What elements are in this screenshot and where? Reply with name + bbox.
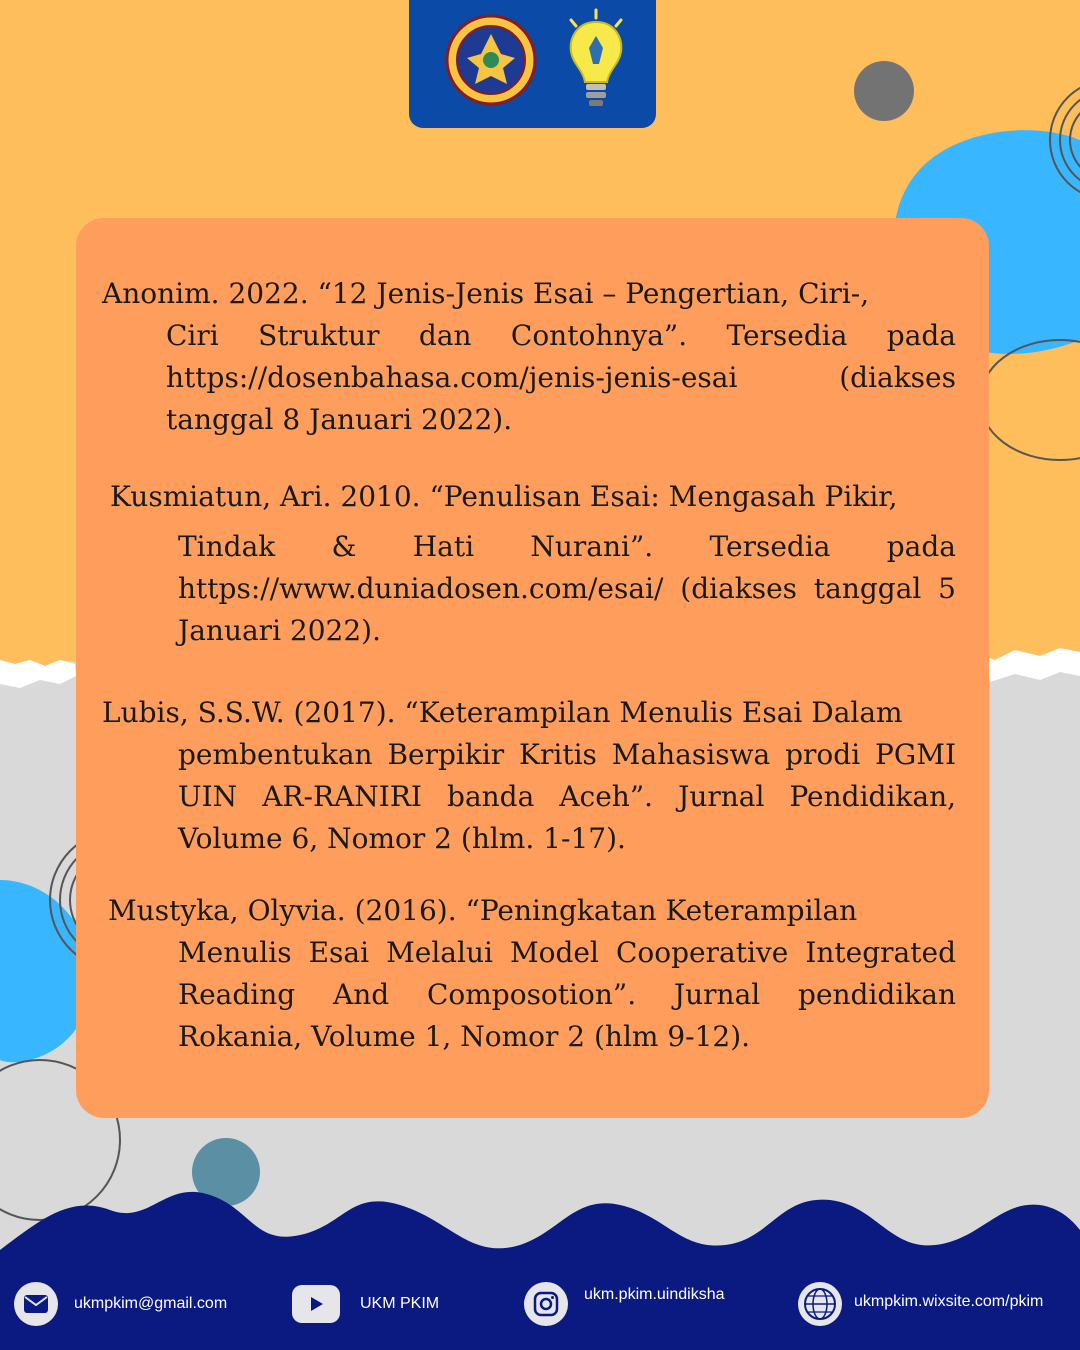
globe-icon [798, 1282, 842, 1326]
instagram-icon [524, 1282, 568, 1326]
reference-2 [110, 476, 956, 652]
footer-instagram[interactable] [524, 1282, 725, 1326]
footer-youtube[interactable] [292, 1285, 439, 1323]
reference-first-line: Lubis, S.S.W. (2017). “Keterampilan Menulis Esai Dalam [102, 696, 903, 729]
website-url: ukmpkim.wixsite.com/pkim [854, 1293, 1044, 1310]
reference-first-line: Kusmiatun, Ari. 2010. “Penulisan Esai: Mengasah Pikir, [110, 480, 898, 513]
university-emblem-icon [445, 14, 537, 106]
youtube-channel: UKM PKIM [360, 1295, 440, 1312]
lightbulb-icon [561, 8, 631, 112]
mail-icon [14, 1282, 58, 1326]
logo-header [409, 0, 656, 128]
reference-continuation: Menulis Esai Melalui Model Cooperative Integrated Reading And Composotion”. Jurnal pendidikan Rokania, Volume 1, Nomor 2 (hlm 9-12). [178, 936, 956, 1053]
reference-continuation: Tindak & Hati Nurani”. Tersedia pada https://www.duniadosen.com/esai/ (diakses tanggal 5 Januari 2022). [178, 530, 956, 647]
email-address: ukmpkim@gmail.com [74, 1295, 228, 1312]
reference-first-line: Mustyka, Olyvia. (2016). “Peningkatan Keterampilan [108, 894, 858, 927]
youtube-icon [292, 1285, 340, 1323]
reference-4 [108, 890, 956, 1058]
reference-1 [102, 273, 956, 441]
reference-first-line: Anonim. 2022. “12 Jenis-Jenis Esai – Pengertian, Ciri-, [102, 277, 870, 310]
instagram-handle: ukm.pkim.uindiksha [584, 1286, 725, 1303]
footer-email[interactable] [14, 1282, 227, 1326]
reference-continuation: pembentukan Berpikir Kritis Mahasiswa prodi PGMI UIN AR-RANIRI banda Aceh”. Jurnal Pendidikan, Volume 6, Nomor 2 (hlm. 1-17). [178, 738, 956, 855]
footer-website[interactable] [798, 1282, 1043, 1326]
reference-3 [102, 692, 956, 860]
reference-continuation: Ciri Struktur dan Contohnya”. Tersedia pada https://dosenbahasa.com/jenis-jenis-esai (diakses tanggal 8 Januari 2022). [166, 319, 956, 436]
